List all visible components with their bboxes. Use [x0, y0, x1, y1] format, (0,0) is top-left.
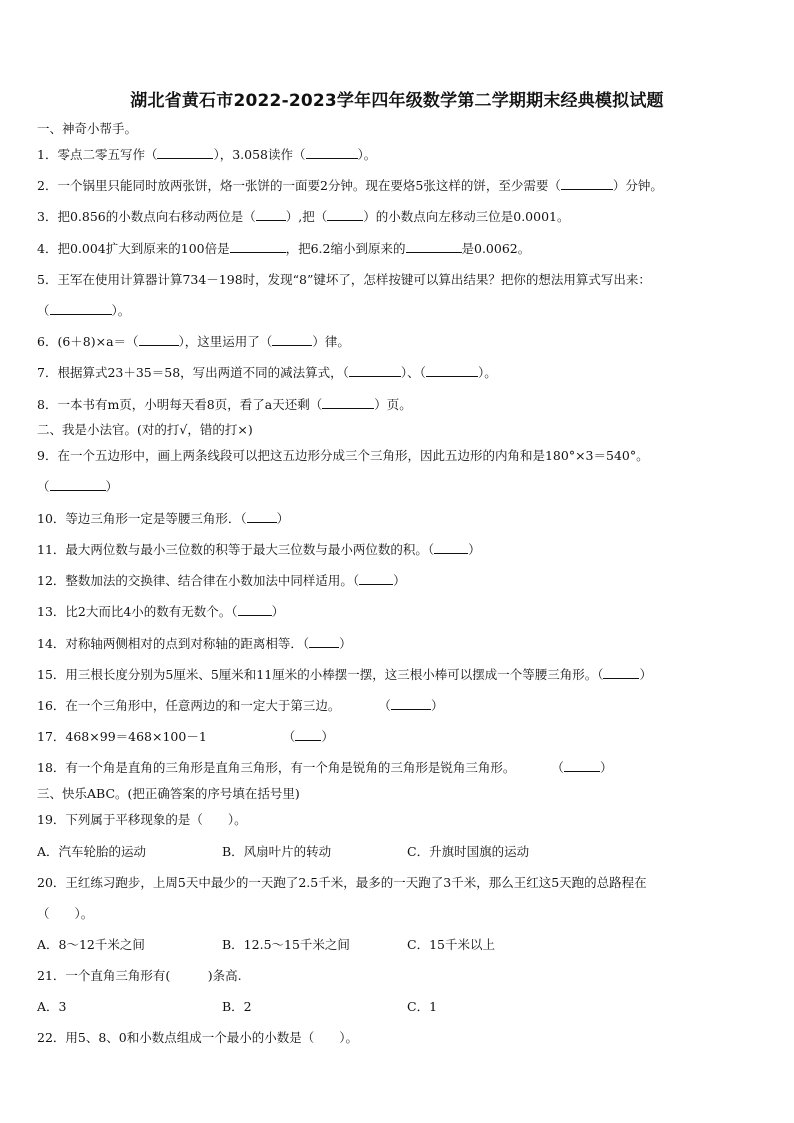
section-1-heading: 一、神奇小帮手。 [37, 121, 138, 136]
answer-blank[interactable] [309, 635, 339, 648]
option-b[interactable]: B．风扇叶片的转动 [222, 844, 332, 859]
answer-blank[interactable] [157, 146, 213, 159]
answer-blank[interactable] [603, 666, 639, 679]
question-20: 20．王红练习跑步，上周5天中最少的一天跑了2.5千米，最多的一天跑了3千米，那么王红这5天跑的总路程在 [37, 875, 647, 890]
answer-blank[interactable] [349, 364, 401, 377]
answer-blank[interactable] [434, 541, 468, 554]
option-a[interactable]: A．汽车轮胎的运动 [37, 844, 147, 859]
option-c[interactable]: C．升旗时国旗的运动 [407, 844, 530, 859]
question-12: 12．整数加法的交换律、结合律在小数加法中同样适用。（ ） [37, 573, 406, 588]
option-b[interactable]: B．12.5～15千米之间 [222, 937, 350, 952]
answer-blank[interactable] [564, 759, 600, 772]
question-19: 19．下列属于平移现象的是（ ）。 [37, 812, 247, 827]
question-5-answer: （ ）。 [37, 303, 131, 318]
question-11: 11．最大两位数与最小三位数的积等于最大三位数与最小两位数的积。（ ） [37, 542, 481, 557]
answer-blank[interactable] [406, 240, 462, 253]
answer-blank[interactable] [561, 177, 613, 190]
option-b[interactable]: B．2 [222, 999, 252, 1014]
question-17: 17．468×99＝468×100－1 （ ） [37, 729, 334, 744]
option-a[interactable]: A．8～12千米之间 [37, 937, 145, 952]
answer-blank[interactable] [272, 333, 312, 346]
question-16: 16．在一个三角形中，任意两边的和一定大于第三边。 （ ） [37, 698, 444, 713]
question-9-answer: （ ） [37, 479, 119, 494]
question-5: 5．王军在使用计算器计算734－198时，发现“8”键坏了，怎样按键可以算出结果？把你的想法用算式写出来： [37, 272, 651, 287]
answer-blank[interactable] [359, 572, 393, 585]
question-7: 7．根据算式23＋35＝58，写出两道不同的减法算式，（ ）、（ ）。 [37, 365, 497, 380]
option-c[interactable]: C．15千米以上 [407, 937, 495, 952]
section-3-heading: 三、快乐ABC。(把正确答案的序号填在括号里) [37, 786, 300, 801]
answer-blank[interactable] [322, 396, 374, 409]
question-3: 3．把0.856的小数点向右移动两位是（ ）,把（ ）的小数点向左移动三位是0.0001。 [37, 209, 570, 224]
answer-blank[interactable] [327, 208, 363, 221]
answer-blank[interactable] [238, 603, 272, 616]
section-2-heading: 二、我是小法官。(对的打√，错的打×) [37, 422, 253, 437]
answer-blank[interactable] [50, 478, 106, 491]
question-13: 13．比2大而比4小的数有无数个。（ ） [37, 604, 285, 619]
question-4: 4．把0.004扩大到原来的100倍是 ，把6.2缩小到原来的 是0.0062。 [37, 241, 531, 256]
question-1: 1．零点二零五写作（ ），3.058读作（ ）。 [37, 147, 377, 162]
question-6: 6．(6＋8)×a＝（ ），这里运用了（ ）律。 [37, 334, 350, 349]
answer-blank[interactable] [247, 510, 277, 523]
answer-blank[interactable] [391, 697, 431, 710]
option-a[interactable]: A．3 [37, 999, 67, 1014]
question-18: 18．有一个角是直角的三角形是直角三角形，有一个角是锐角的三角形是锐角三角形。 （ ） [37, 760, 613, 775]
question-10: 10．等边三角形一定是等腰三角形．（ ） [37, 511, 290, 526]
answer-blank[interactable] [139, 333, 179, 346]
answer-blank[interactable] [306, 146, 358, 159]
question-21: 21．一个直角三角形有( )条高. [37, 968, 242, 983]
question-20-cont: （ ）。 [37, 906, 94, 921]
question-2: 2．一个锅里只能同时放两张饼，烙一张饼的一面要2分钟。现在要烙5张这样的饼，至少需要（ ）分钟。 [37, 178, 663, 193]
answer-blank[interactable] [426, 364, 478, 377]
page-title: 湖北省黄石市2022-2023学年四年级数学第二学期期末经典模拟试题 [130, 91, 664, 111]
answer-blank[interactable] [256, 208, 286, 221]
question-14: 14．对称轴两侧相对的点到对称轴的距离相等．（ ） [37, 636, 352, 651]
answer-blank[interactable] [50, 302, 112, 315]
answer-blank[interactable] [295, 728, 321, 741]
option-c[interactable]: C．1 [407, 999, 438, 1014]
question-15: 15．用三根长度分别为5厘米、5厘米和11厘米的小棒摆一摆，这三根小棒可以摆成一个等腰三角形。（ ） [37, 667, 652, 682]
question-8: 8．一本书有m页，小明每天看8页，看了a天还剩（ ）页。 [37, 397, 412, 412]
question-22: 22．用5、8、0和小数点组成一个最小的小数是（ ）。 [37, 1030, 359, 1045]
question-9: 9．在一个五边形中，画上两条线段可以把这五边形分成三个三角形，因此五边形的内角和是180°×3＝540°。 [37, 448, 649, 463]
answer-blank[interactable] [230, 240, 286, 253]
